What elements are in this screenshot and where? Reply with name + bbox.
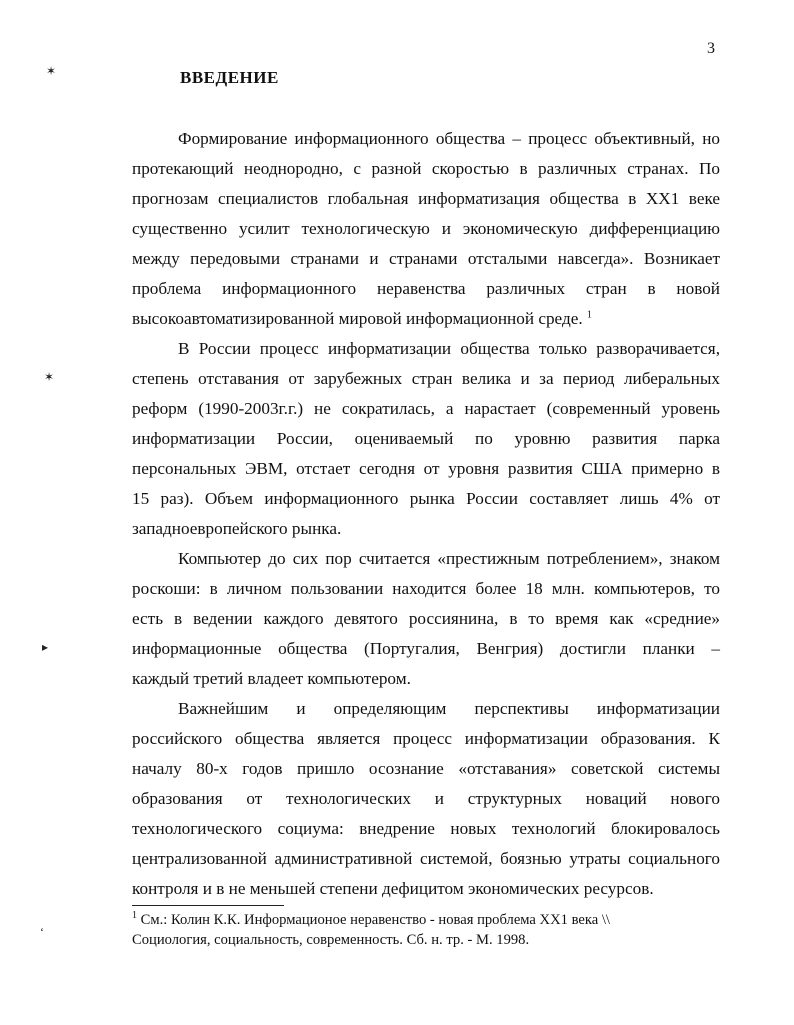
footnote bbox=[132, 910, 692, 950]
scan-speck-mark: ▸ bbox=[42, 640, 49, 654]
text-line: информационные общества (Португалия, Венгрия) достигли планки – bbox=[132, 639, 720, 658]
text-line: протекающий неоднородно, с разной скоростью в различных странах. По bbox=[132, 159, 720, 178]
text-line: роскоши: в личном пользовании находится более 18 млн. компьютеров, то bbox=[132, 579, 720, 598]
text-line: началу 80-х годов пришло осознание «отставания» советской системы bbox=[132, 759, 720, 778]
text-line: высокоавтоматизированной мировой информационной среде. bbox=[132, 309, 583, 328]
text-line: российского общества является процесс информатизации образования. К bbox=[132, 729, 720, 748]
footnote-marker: 1 bbox=[132, 910, 137, 922]
footnote-divider bbox=[132, 905, 284, 906]
footnote-reference: 1 bbox=[586, 309, 592, 321]
text-line: прогнозам специалистов глобальная информатизация общества в ХХ1 веке bbox=[132, 189, 720, 208]
scan-speck-mark: ʻ bbox=[40, 925, 44, 939]
text-line: информатизации России, оцениваемый по уровню развития парка bbox=[132, 429, 720, 448]
page-number: 3 bbox=[707, 40, 715, 57]
text-line: каждый третий владеет компьютером. bbox=[132, 669, 411, 688]
text-line: Компьютер до сих пор считается «престижным потреблением», знаком bbox=[178, 549, 720, 568]
text-line: контроля и в не меньшей степени дефицитом экономических ресурсов. bbox=[132, 879, 654, 898]
text-line: реформ (1990-2003г.г.) не сократилась, а нарастает (современный уровень bbox=[132, 399, 720, 418]
footnote-text: См.: Колин К.К. Информационое неравенство - новая проблема ХХ1 века \\ bbox=[140, 912, 610, 928]
text-line-with-footnote-ref bbox=[132, 304, 720, 334]
text-line: степень отставания от зарубежных стран велика и за период либеральных bbox=[132, 369, 720, 388]
text-line: Важнейшим и определяющим перспективы информатизации bbox=[178, 699, 720, 718]
text-line: В России процесс информатизации общества только разворачивается, bbox=[178, 339, 720, 358]
text-line: 15 раз). Объем информационного рынка России составляет лишь 4% от bbox=[132, 489, 720, 508]
main-text bbox=[132, 124, 720, 904]
text-line: образования от технологических и структурных новаций нового bbox=[132, 789, 720, 808]
text-line: Формирование информационного общества – процесс объективный, но bbox=[178, 129, 720, 148]
text-line: существенно усилит технологическую и экономическую дифференциацию bbox=[132, 219, 720, 238]
text-line: между передовыми странами и странами отсталыми навсегда». Возникает bbox=[132, 249, 720, 268]
text-line: есть в ведении каждого девятого россиянина, в то время как «средние» bbox=[132, 609, 720, 628]
scan-speck-mark: ✶ bbox=[46, 64, 57, 78]
scan-speck-mark: ✶ bbox=[44, 370, 55, 384]
text-line: персональных ЭВМ, отстает сегодня от уровня развития США примерно в bbox=[132, 459, 720, 478]
text-line: централизованной административной системой, боязнью утраты социального bbox=[132, 849, 720, 868]
text-line: западноевропейского рынка. bbox=[132, 519, 342, 538]
text-line: проблема информационного неравенства различных стран в новой bbox=[132, 279, 720, 298]
text-line: технологического социума: внедрение новых технологий блокировалось bbox=[132, 819, 720, 838]
footnote-line bbox=[132, 910, 692, 930]
footnote-line: Социология, социальность, современность. Сб. н. тр. - М. 1998. bbox=[132, 932, 530, 948]
page-heading: ВВЕДЕНИЕ bbox=[180, 68, 279, 87]
